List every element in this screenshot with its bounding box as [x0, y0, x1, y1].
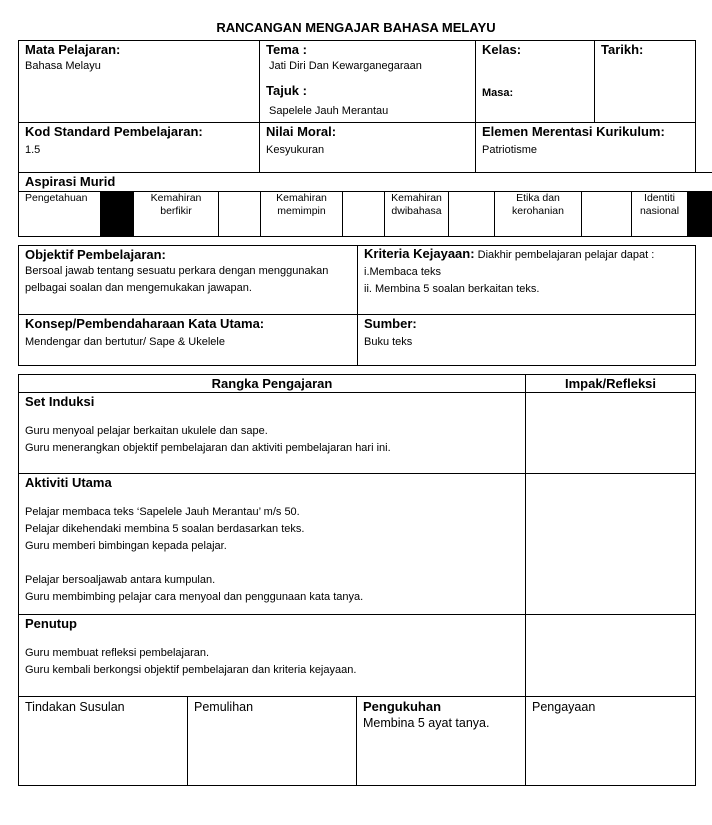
- kelas-label: Kelas:: [482, 42, 522, 57]
- tindakan-label: Tindakan Susulan: [25, 700, 125, 714]
- mata-pelajaran-cell: [19, 41, 260, 123]
- pengukuhan-cell: [357, 697, 526, 786]
- aspirasi-box: [449, 192, 495, 237]
- pengukuhan-value: Membina 5 ayat tanya.: [363, 716, 490, 730]
- konsep-label: Konsep/Pembendaharaan Kata Utama:: [25, 316, 265, 331]
- pengayaan-label: Pengayaan: [532, 700, 596, 714]
- objektif-value: Bersoal jawab tentang sesuatu perkara dengan menggunakan pelbagai soalan dan mengemukakan jawapan.: [25, 265, 329, 294]
- elemen-value: Patriotisme: [482, 144, 538, 156]
- penutup-label: Penutup: [25, 616, 77, 631]
- rangka-header-cell: [19, 375, 526, 393]
- mata-pelajaran-label: Mata Pelajaran:: [25, 42, 121, 57]
- mata-pelajaran-value: Bahasa Melayu: [25, 60, 101, 72]
- aspirasi-box: [219, 192, 261, 237]
- kod-standard-value: 1.5: [25, 144, 41, 156]
- konsep-value: Mendengar dan bertutur/ Sape & Ukelele: [25, 336, 225, 348]
- aspirasi-label: Aspirasi Murid: [25, 174, 116, 189]
- aspirasi-item: Pengetahuan: [19, 192, 101, 237]
- set-induksi-cell: [19, 393, 526, 474]
- penutup-line: Guru membuat refleksi pembelajaran.: [25, 647, 210, 659]
- nilai-moral-cell: [260, 123, 476, 173]
- kriteria-item: ii. Membina 5 soalan berkaitan teks.: [364, 283, 540, 295]
- tema-label: Tema :: [266, 42, 307, 57]
- impak-header-cell: [526, 375, 696, 393]
- aspirasi-box-filled: [688, 192, 712, 237]
- set-induksi-line: Guru menyoal pelajar berkaitan ukulele dan sape.: [25, 425, 268, 437]
- nilai-moral-value: Kesyukuran: [266, 144, 325, 156]
- masa-label: Masa:: [482, 87, 514, 99]
- aspirasi-item: Kemahiran berfikir: [134, 192, 219, 237]
- impak-cell: [526, 615, 696, 697]
- tarikh-label: Tarikh:: [601, 42, 644, 57]
- set-induksi-label: Set Induksi: [25, 394, 95, 409]
- kod-standard-label: Kod Standard Pembelajaran:: [25, 124, 203, 139]
- aktiviti-line: Pelajar membaca teks ‘Sapelele Jauh Merantau’ m/s 50.: [25, 506, 300, 518]
- page-title: RANCANGAN MENGAJAR BAHASA MELAYU: [216, 20, 496, 35]
- sumber-value: Buku teks: [364, 336, 413, 348]
- aspirasi-item: Etika dan kerohanian: [495, 192, 582, 237]
- aspirasi-header-cell: [19, 173, 712, 192]
- rangka-table: [18, 374, 696, 786]
- aspirasi-box-filled: [101, 192, 134, 237]
- aspirasi-box: [582, 192, 632, 237]
- aspirasi-item: Identiti nasional: [632, 192, 688, 237]
- aktiviti-line: Guru memberi bimbingan kepada pelajar.: [25, 540, 227, 552]
- konsep-cell: [19, 315, 358, 366]
- objektif-label: Objektif Pembelajaran:: [25, 247, 166, 262]
- elemen-label: Elemen Merentasi Kurikulum:: [482, 124, 665, 139]
- impak-header: Impak/Refleksi: [564, 376, 657, 391]
- kriteria-item: i.Membaca teks: [364, 266, 442, 278]
- elemen-cell: [476, 123, 696, 173]
- tema-value: Jati Diri Dan Kewarganegaraan: [269, 60, 422, 72]
- set-induksi-line: Guru menerangkan objektif pembelajaran dan aktiviti pembelajaran hari ini.: [25, 442, 391, 454]
- kriteria-intro: Diakhir pembelajaran pelajar dapat :: [474, 249, 655, 261]
- tajuk-label: Tajuk :: [266, 83, 307, 98]
- nilai-moral-label: Nilai Moral:: [266, 124, 337, 139]
- tindakan-cell: [19, 697, 188, 786]
- sumber-label: Sumber:: [364, 316, 417, 331]
- aspirasi-item: Kemahiran memimpin: [261, 192, 343, 237]
- pengayaan-cell: [526, 697, 696, 786]
- sumber-cell: [358, 315, 696, 366]
- kod-standard-cell: [19, 123, 260, 173]
- aspirasi-item: Kemahiran dwibahasa: [385, 192, 449, 237]
- objektif-table: [18, 245, 696, 366]
- impak-cell: [526, 474, 696, 615]
- tarikh-cell: [595, 41, 696, 123]
- aspirasi-box: [343, 192, 385, 237]
- tema-cell: [260, 41, 476, 123]
- kelas-cell: [476, 41, 595, 123]
- aktiviti-cell: [19, 474, 526, 615]
- header-table: [18, 40, 696, 173]
- pengukuhan-label: Pengukuhan: [363, 699, 442, 714]
- rangka-header: Rangka Pengajaran: [211, 376, 333, 391]
- kriteria-label: Kriteria Kejayaan:: [364, 246, 475, 261]
- aktiviti-label: Aktiviti Utama: [25, 475, 112, 490]
- kriteria-cell: [358, 246, 696, 315]
- penutup-cell: [19, 615, 526, 697]
- penutup-line: Guru kembali berkongsi objektif pembelajaran dan kriteria kejayaan.: [25, 664, 357, 676]
- impak-cell: [526, 393, 696, 474]
- aspirasi-table: [18, 172, 712, 237]
- pemulihan-cell: [188, 697, 357, 786]
- aktiviti-line: Pelajar bersoaljawab antara kumpulan.: [25, 574, 216, 586]
- aktiviti-line: Guru membimbing pelajar cara menyoal dan penggunaan kata tanya.: [25, 591, 364, 603]
- tajuk-value: Sapelele Jauh Merantau: [269, 105, 389, 117]
- aktiviti-line: Pelajar dikehendaki membina 5 soalan berdasarkan teks.: [25, 523, 305, 535]
- pemulihan-label: Pemulihan: [194, 700, 254, 714]
- objektif-cell: [19, 246, 358, 315]
